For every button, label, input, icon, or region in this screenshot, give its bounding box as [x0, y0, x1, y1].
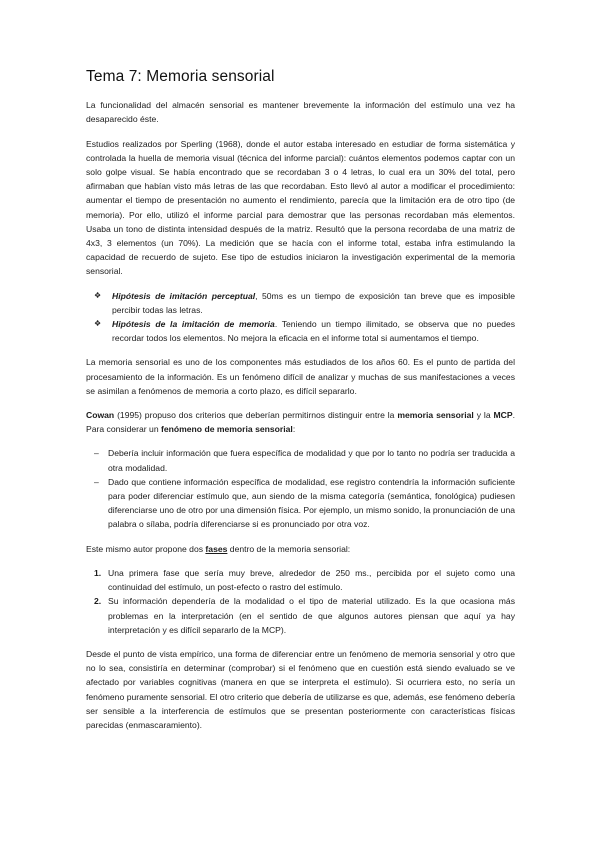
hypothesis-text: . Teniendo un tiempo ilimitado, se observa que no puedes recordar todos los elementos. No mejora la eficacia en el informe total si aumentamos el tiempo. [112, 319, 516, 344]
sperling-paragraph: Estudios realizados por Sperling (1968), donde el autor estaba interesado en estudiar de forma sistemática y controlada la huella de memoria visual (técnica del informe parcial): cuántos elementos podemos captar con un solo golpe visual. Se había encontrado que se recordaban 3 o 4 letras, lo cual era un 30% del total, pero afirmaban que habían visto más letras de las que recordaban. Esto llevó al autor a modificar el procedimiento: aumentar el tiempo de presentación no aumento el rendimiento, parecía que la limitación era de otro tipo (de memoria). Por ello, utilizó el informe parcial para demostrar que las personas recordaban más elementos. Usaba un tono de distinta intensidad después de la matriz. Resultó que la persona recordaba de una matriz de 4x3, 3 elementos (un 70%). La medición que se hacía con el informe total, estaba infra estimulando la capacidad de recuerdo de sujeto. Ese tipo de estudios iniciaron la investigación experimental de la memoria sensorial. [86, 138, 515, 277]
fases-intro-paragraph [86, 542, 515, 556]
dash-bullet-icon: – [94, 476, 99, 487]
list-item [86, 289, 515, 317]
author-name: Cowan [86, 410, 115, 421]
hypotheses-list [86, 289, 515, 346]
fases-intro-text: Este mismo autor propone dos [86, 543, 206, 554]
fase-text: Su información dependería de la modalidad o el tipo de material utilizado. Es la que ocasiona más problemas en la interpretación (en el sentido de que algunos autores piensan que aquí ya hay interpretación y es difícil separarlo de la MCP). [108, 596, 515, 635]
criteria-list [86, 446, 515, 531]
list-item [86, 475, 515, 532]
cowan-text: (1995) propuso dos criterios que deberían permitirnos distinguir entre la [114, 410, 398, 421]
diamond-bullet-icon: ❖ [94, 319, 102, 329]
list-item [86, 566, 515, 594]
cowan-text: y la [473, 410, 494, 421]
list-item [86, 594, 515, 637]
term-fases: fases [205, 543, 228, 554]
list-item [86, 317, 515, 345]
diamond-bullet-icon: ❖ [94, 290, 102, 300]
cowan-text: . Para considerar un [86, 410, 515, 435]
list-number: 1. [94, 567, 102, 578]
fases-list [86, 566, 515, 637]
list-item [86, 446, 515, 474]
document-page [86, 70, 515, 742]
criterion-text: Dado que contiene información específica de modalidad, ese registro contendría la información suficiente para poder diferenciar estímulo que, aun siendo de la misma categoría (semántica, fonológica) pudiesen diferenciarse uno de otro por una dimensión física. Por ejemplo, un mismo sonido, la pronunciación de una palabra o sílaba, podría diferenciarse si es pronunciado por otra voz. [108, 476, 516, 530]
list-number: 2. [94, 596, 102, 607]
criterion-text: Debería incluir información que fuera específica de modalidad y que por lo tanto no podría ser traducida a otra modalidad. [108, 448, 515, 473]
term-mcp: MCP [493, 410, 513, 421]
term-memoria-sensorial: memoria sensorial [397, 410, 474, 421]
memoria-60-paragraph: La memoria sensorial es uno de los componentes más estudiados de los años 60. Es el punto de partida del procesamiento de la información. Es un fenómeno difícil de analizar y muchas de sus manifestaciones a veces se asimilan a fenómenos de memoria a corto plazo, es difícil separarlo. [86, 357, 515, 396]
page-title: Tema 7: Memoria sensorial [86, 68, 275, 85]
hypothesis-term: Hipótesis de la imitación de memoria [112, 319, 275, 330]
intro-paragraph: La funcionalidad del almacén sensorial es mantener brevemente la información del estímulo una vez ha desaparecido éste. [86, 100, 515, 125]
dash-bullet-icon: – [94, 448, 99, 459]
hypothesis-term: Hipótesis de imitación perceptual [112, 290, 256, 301]
cowan-text: : [292, 424, 296, 435]
empirico-paragraph: Desde el punto de vista empírico, una forma de diferenciar entre un fenómeno de memoria sensorial y otro que no lo sea, consistiría en determinar (comprobar) si el fenómeno que en cuestión está siendo evaluado se ve afectado por variables cognitivas (manera en que se interpreta el estímulo). Si ocurriera esto, no sería un fenómeno puramente sensorial. El otro criterio que debería de utilizarse es que, además, ese fenómeno debería ser sensible a la interferencia de estímulos que se presentan posteriormente con características físicas parecidas (enmascaramiento). [86, 648, 515, 730]
fase-text: Una primera fase que sería muy breve, alrededor de 250 ms., percibida por el sujeto como una continuidad del estímulo, un post-efecto o rastro del estímulo. [108, 567, 515, 593]
cowan-paragraph [86, 408, 515, 436]
hypothesis-text: , 50ms es un tiempo de exposición tan breve que es imposible percibir todas las letras. [112, 290, 515, 315]
fases-intro-text: dentro de la memoria sensorial: [227, 543, 351, 554]
term-fenomeno: fenómeno de memoria sensorial [161, 424, 293, 435]
